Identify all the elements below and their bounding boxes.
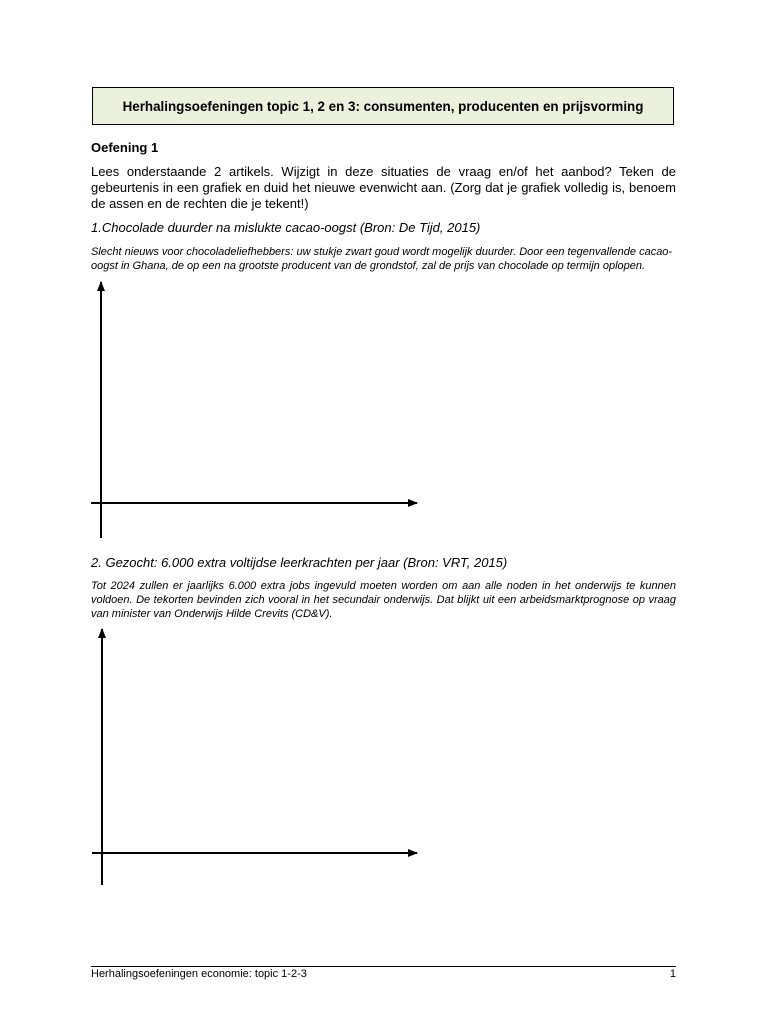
article-2-title: 2. Gezocht: 6.000 extra voltijdse leerkrachten per jaar (Bron: VRT, 2015) [91, 555, 508, 570]
article-2-text: Tot 2024 zullen er jaarlijks 6.000 extra jobs ingevuld moeten worden om aan alle noden in het onderwijs te kunnen voldoen. De tekorten bevinden zich vooral in het secundair onderwijs. Dat blijkt uit een arbeidsmarktprognose op vraag van minister van Onderwijs Hilde Crevits (CD&V). [91, 580, 676, 620]
exercise-instructions: Lees onderstaande 2 artikels. Wijzigt in deze situaties de vraag en/of het aanbod? Teken de gebeurtenis in een grafiek en duid het nieuwe evenwicht aan. (Zorg dat je grafiek volledig is, benoem de assen en de rechten die je tekent!) [91, 164, 676, 211]
page-number: 1 [669, 968, 676, 980]
article-1-title: 1.Chocolade duurder na mislukte cacao-oogst (Bron: De Tijd, 2015) [91, 220, 481, 235]
page-title: Herhalingsoefeningen topic 1, 2 en 3: consumenten, producenten en prijsvorming [92, 87, 674, 125]
exercise-heading: Oefening 1 [91, 140, 159, 155]
article-1-text: Slecht nieuws voor chocoladeliefhebbers: uw stukje zwart goud wordt mogelijk duurder. Door een tegenvallende cacao-oogst in Ghana, de op een na grootste producent van de grondstof, zal de prijs van chocolade op termijn oplopen. [91, 246, 673, 272]
graph-1-axes [91, 282, 417, 538]
footer-divider [91, 966, 676, 967]
graph-2-axes [92, 629, 417, 885]
footer-title: Herhalingsoefeningen economie: topic 1-2-3 [91, 968, 307, 980]
